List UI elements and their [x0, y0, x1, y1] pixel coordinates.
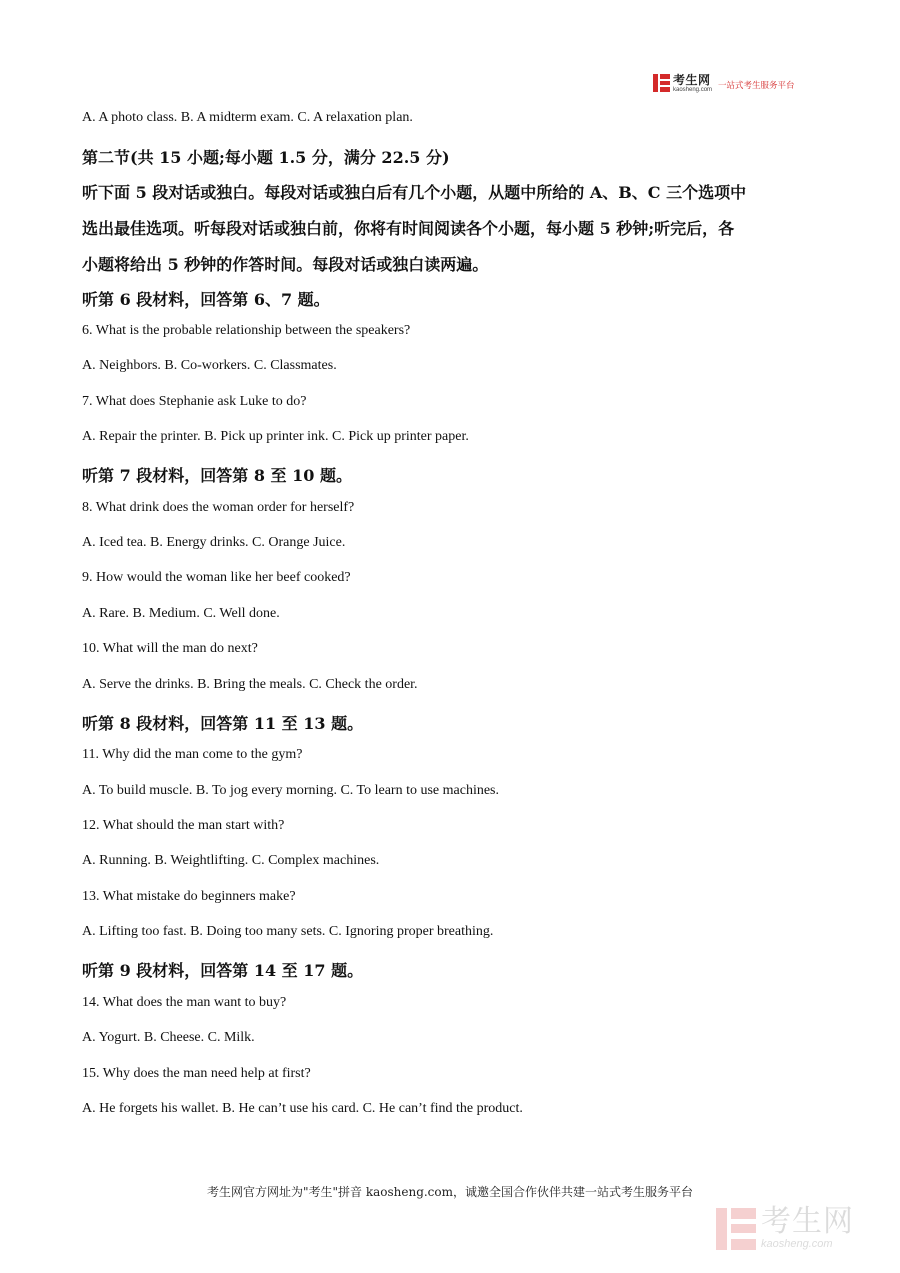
answer-options-7: A. Repair the printer. B. Pick up printer ink. C. Pick up printer paper.	[82, 429, 469, 444]
answer-options-10: A. Serve the drinks. B. Bring the meals. C. Check the order.	[82, 677, 418, 692]
question-14: 14. What does the man want to buy?	[82, 995, 287, 1010]
answer-options-11: A. To build muscle. B. To jog every morning. C. To learn to use machines.	[82, 783, 500, 798]
question-9: 9. How would the woman like her beef cooked?	[82, 570, 351, 585]
instructions-line-2: 选出最佳选项。听每段对话或独白前，你将有时间阅读各个小题，每小题 5 秒钟;听完后，各	[82, 219, 735, 238]
answer-options-13: A. Lifting too fast. B. Doing too many sets. C. Ignoring proper breathing.	[82, 924, 494, 939]
logo-domain: kaosheng.com	[673, 86, 713, 93]
watermark-name: 考生网	[761, 1204, 854, 1239]
watermark-domain: kaosheng.com	[761, 1238, 833, 1250]
question-8: 8. What drink does the woman order for herself?	[82, 500, 355, 515]
answer-options-5: A. A photo class. B. A midterm exam. C. A relaxation plan.	[82, 110, 413, 125]
instructions-line-3: 小题将给出 5 秒钟的作答时间。每段对话或独白读两遍。	[82, 255, 489, 274]
material-heading-6: 听第 6 段材料，回答第 6、7 题。	[82, 290, 330, 309]
question-15: 15. Why does the man need help at first?	[82, 1066, 311, 1081]
question-12: 12. What should the man start with?	[82, 818, 285, 833]
kaosheng-logo-icon	[653, 74, 670, 92]
answer-options-12: A. Running. B. Weightlifting. C. Complex machines.	[82, 853, 380, 868]
instructions-line-1: 听下面 5 段对话或独白。每段对话或独白后有几个小题，从题中所给的 A、B、C 三个选项中	[82, 183, 747, 202]
logo-slogan: 一站式考生服务平台	[718, 81, 795, 91]
material-heading-9: 听第 9 段材料，回答第 14 至 17 题。	[82, 961, 364, 980]
answer-options-8: A. Iced tea. B. Energy drinks. C. Orange Juice.	[82, 535, 346, 550]
question-11: 11. Why did the man come to the gym?	[82, 747, 303, 762]
kaosheng-watermark-icon	[716, 1208, 756, 1250]
answer-options-9: A. Rare. B. Medium. C. Well done.	[82, 606, 280, 621]
question-6: 6. What is the probable relationship between the speakers?	[82, 323, 411, 338]
answer-options-15: A. He forgets his wallet. B. He can’t use his card. C. He can’t find the product.	[82, 1101, 523, 1116]
material-heading-7: 听第 7 段材料，回答第 8 至 10 题。	[82, 466, 352, 485]
section-title: 第二节(共 15 小题;每小题 1.5 分，满分 22.5 分)	[82, 148, 450, 167]
question-7: 7. What does Stephanie ask Luke to do?	[82, 394, 307, 409]
answer-options-14: A. Yogurt. B. Cheese. C. Milk.	[82, 1030, 255, 1045]
watermark-logo	[716, 1204, 854, 1250]
question-10: 10. What will the man do next?	[82, 641, 258, 656]
header-logo	[653, 72, 795, 94]
logo-name: 考生网	[673, 72, 711, 87]
material-heading-8: 听第 8 段材料，回答第 11 至 13 题。	[82, 714, 364, 733]
question-13: 13. What mistake do beginners make?	[82, 889, 296, 904]
answer-options-6: A. Neighbors. B. Co-workers. C. Classmates.	[82, 358, 337, 373]
page-footer: 考生网官方网址为"考生"拼音 kaosheng.com，诚邀全国合作伙伴共建一站式考生服务平台	[206, 1185, 694, 1199]
